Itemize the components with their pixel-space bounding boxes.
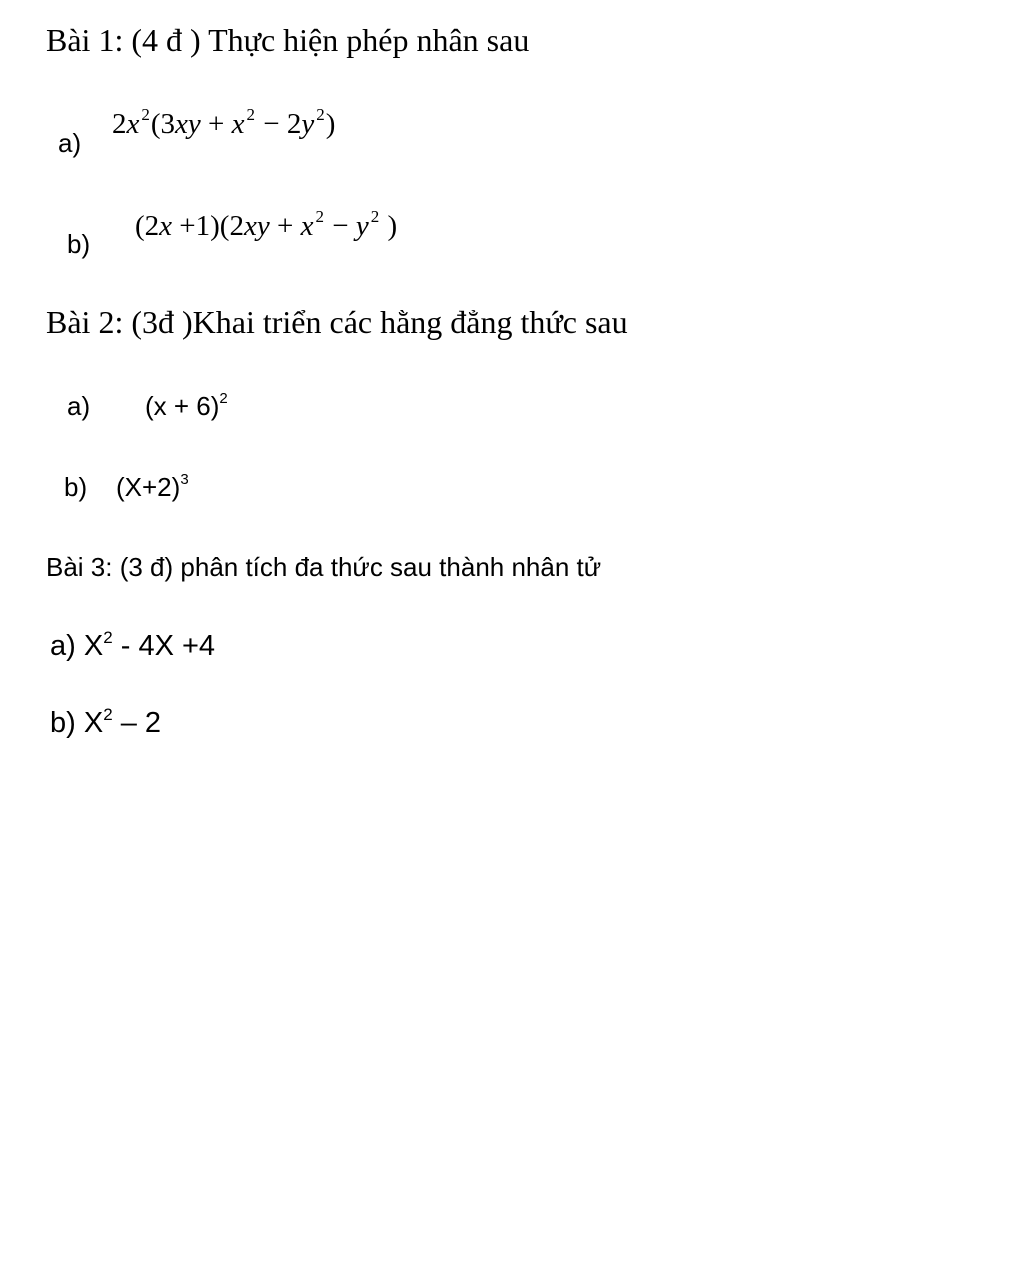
bai3-b-expression: $X^2 - 2$ bbox=[83, 705, 162, 739]
bai3-b-label: b) bbox=[50, 707, 76, 739]
bai2-a-label: a) bbox=[67, 391, 91, 421]
bai2-a-expression: $(x + 6)^2$ bbox=[145, 390, 228, 421]
bai3-a-label: a) bbox=[50, 630, 76, 662]
bai1-b-expression: (2x +1)(2xy + x $^2$ − y $^2$ ) bbox=[135, 207, 398, 242]
bai3-title: Bài 3: (3 đ) phân tích đa thức sau thành nhân tử bbox=[46, 552, 602, 582]
bai2-b-label: b) bbox=[64, 472, 88, 502]
bai1-a-label: a) bbox=[58, 128, 82, 158]
bai1-title: Bài 1: (4 đ ) Thực hiện phép nhân sau bbox=[46, 22, 530, 58]
bai1-b-label: b) bbox=[67, 229, 91, 259]
bai2-b-expression: $(X+2)^3$ bbox=[116, 471, 189, 502]
bai3-a-item bbox=[50, 630, 215, 663]
bai2-title: Bài 2: (3đ )Khai triển các hằng đẳng thức sau bbox=[46, 304, 628, 340]
bai3-a-expression: $X^2 - 4X +4$ bbox=[83, 628, 216, 662]
bai1-a-expression: 2x $^2$(3xy + x $^2$ − 2y $^2$) bbox=[112, 105, 336, 140]
bai3-b-item bbox=[50, 707, 161, 740]
